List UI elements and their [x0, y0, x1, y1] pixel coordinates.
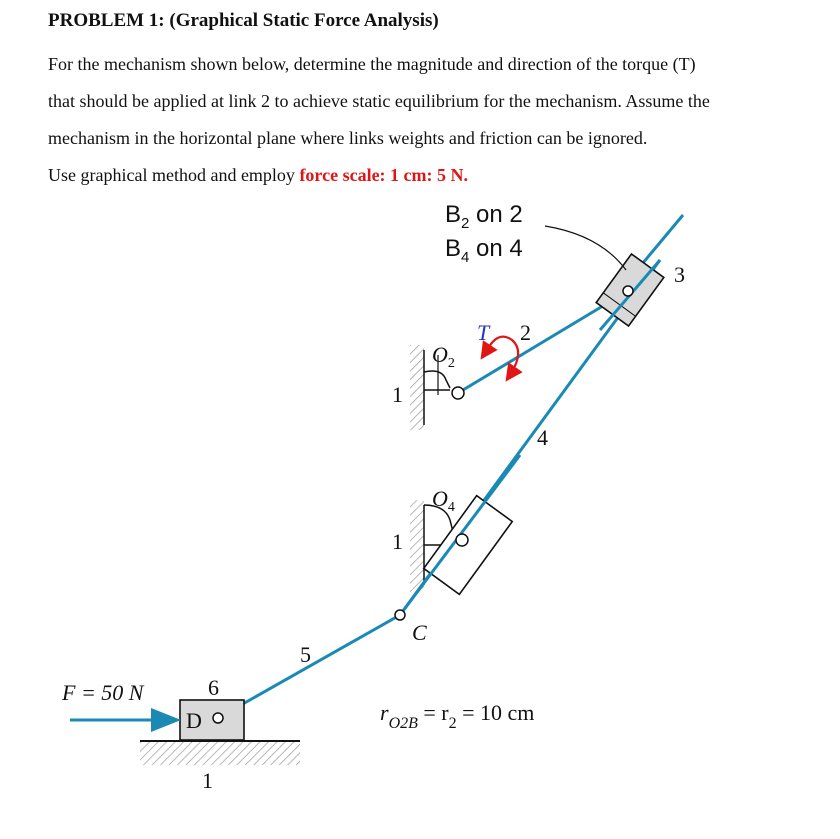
force-scale: force scale: 1 cm: 5 N.	[299, 165, 469, 185]
ground-1-top: 1	[392, 382, 403, 407]
ground-1-mid: 1	[392, 529, 403, 554]
pin-b	[623, 286, 633, 296]
problem-line-2: that should be applied at link 2 to achieve static equilibrium for the mechanism. Assume the	[48, 91, 710, 111]
pin-c	[395, 610, 405, 620]
radius-equation: $r_{O2B} = r_2 = 10$ cm	[380, 700, 535, 732]
problem-line-3: mechanism in the horizontal plane where links weights and friction can be ignored.	[48, 128, 648, 148]
pin-o4	[456, 534, 468, 546]
b-leader-line	[545, 226, 626, 270]
link-4-label: 4	[537, 425, 548, 450]
slider-d	[140, 700, 300, 765]
problem-line-1: For the mechanism shown below, determine the magnitude and direction of the torque (T)	[48, 54, 696, 74]
problem-title: PROBLEM 1: (Graphical Static Force Analysis)	[48, 10, 439, 31]
ground-1-bottom: 1	[202, 768, 213, 793]
link-3-label: 3	[674, 262, 685, 287]
b4-label: $B_4$ on 4	[445, 235, 523, 266]
link-5-label: 5	[300, 642, 311, 667]
d-label: D	[186, 708, 202, 733]
b2-label: $B_2$ on 2	[445, 201, 523, 232]
torque-label: T	[477, 320, 490, 345]
link-6-label: 6	[208, 675, 219, 700]
pin-o2	[452, 387, 464, 399]
link-2-label: 2	[520, 320, 531, 345]
scale-prefix: Use graphical method and employ	[48, 165, 300, 185]
c-label: C	[412, 620, 427, 645]
o2-label: $O_2$	[432, 342, 455, 371]
o4-label: $O_4$	[432, 486, 455, 515]
force-label: F = 50 N	[62, 680, 144, 705]
